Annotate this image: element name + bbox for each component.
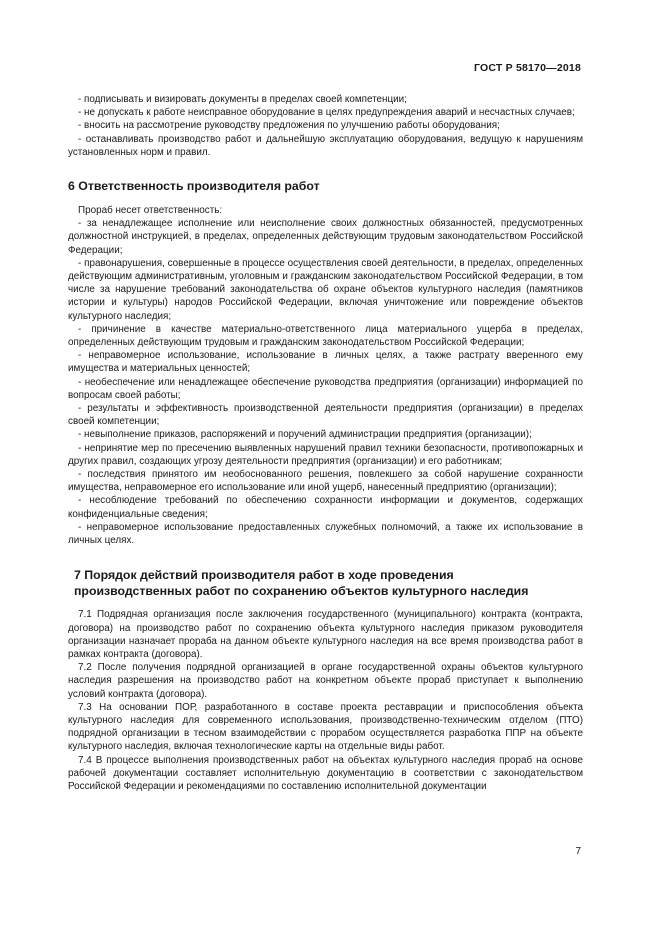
responsibility-item: - правонарушения, совершенные в процессе осуществления своей деятельности, в пределах, определенных действующим административным, уголовным и гражданским законодательством Российской Федерации, в том числе за нарушение требований законодательства об охране объектов культурного наследия (памятников истории и культуры) народов Российской Федерации, включая уничтожение или повреждение объектов культурного наследия; bbox=[68, 257, 583, 322]
section-6-body bbox=[68, 204, 583, 547]
responsibility-item: - неправомерное использование предоставленных служебных полномочий, а также их использование в личных целях. bbox=[68, 521, 583, 547]
responsibility-item: - несоблюдение требований по обеспечению сохранности информации и документов, содержащих конфиденциальные сведения; bbox=[68, 495, 583, 520]
section-6-lead: Прораб несет ответственность: bbox=[78, 205, 223, 217]
clause-7-2: 7.2 После получения подрядной организацией в органе государственной охраны объектов культурного наследия разрешения на производство работ на конкретном объекте прораб приступает к выполнению условий контракта (договора). bbox=[68, 662, 583, 700]
responsibility-item: - результаты и эффективность производственной деятельности предприятия (организации) в пределах своей компетенции; bbox=[68, 403, 583, 428]
section-7-heading-line-1: 7 Порядок действий производителя работ в ходе проведения bbox=[74, 568, 454, 583]
section-6-heading: 6 Ответственность производителя работ bbox=[68, 179, 320, 194]
intro-item: - подписывать и визировать документы в пределах своей компетенции; bbox=[78, 94, 407, 105]
clause-7-3: 7.3 На основании ПОР, разработанного в составе проекта реставрации и приспособления объекта культурного наследия для современного использования, производственно-техническим отделом (ПТО) подрядной организации в тесном взаимодействии с прорабом осуществляется разработка ППР на объекте культурного наследия, включая технологические карты на отдельные виды работ. bbox=[68, 701, 583, 753]
page-number: 7 bbox=[575, 846, 581, 857]
clause-7-4: 7.4 В процессе выполнения производственных работ на объектах культурного наследия прораб на основе рабочей документации составляет исполнительную документацию в соответствии с законодательством Российской Федерации и рекомендациями по составлению исполнительной документации bbox=[68, 754, 583, 792]
intro-item: - вносить на рассмотрение руководству предложения по улучшению работы оборудования; bbox=[78, 120, 500, 132]
page-content bbox=[68, 93, 583, 793]
responsibility-item: - последствия принятого им необоснованного решения, повлекшего за собой нарушение сохранности имущества, неправомерное его использование или иной ущерб, нанесенный предприятию (организации); bbox=[68, 469, 583, 494]
responsibility-item: - за ненадлежащее исполнение или неисполнение своих должностных обязанностей, предусмотренных должностной инструкцией, в пределах, определенных действующим трудовым законодательством Российской Федерации; bbox=[68, 218, 583, 256]
responsibility-item: - непринятие мер по пресечению выявленных нарушений правил техники безопасности, противопожарных и других правил, создающих угрозу деятельности предприятия (организации) и его работникам; bbox=[68, 442, 583, 467]
intro-list bbox=[68, 93, 583, 159]
responsibility-item: - невыполнение приказов, распоряжений и поручений администрации предприятия (организации); bbox=[78, 429, 532, 441]
responsibility-item: - причинение в качестве материально-ответственного лица материального ущерба в пределах, определенных действующим трудовым и гражданским законодательством Российской Федерации; bbox=[68, 323, 583, 349]
standard-header: ГОСТ Р 58170—2018 bbox=[473, 62, 581, 74]
responsibility-item: - неправомерное использование, использование в личных целях, а также растрату вверенного ему имущества и материальных ценностей; bbox=[68, 350, 583, 375]
responsibility-item: - необеспечение или ненадлежащее обеспечение руководства предприятия (организации) информацией по вопросам своей работы; bbox=[68, 376, 583, 401]
section-7-heading-line-2: производственных работ по сохранению объектов культурного наследия bbox=[74, 584, 529, 599]
section-7-heading bbox=[68, 567, 583, 599]
intro-item: - не допускать к работе неисправное оборудование в целях предупреждения аварий и несчастных случаев; bbox=[78, 107, 575, 119]
clause-7-1: 7.1 Подрядная организация после заключения государственного (муниципального) контракта (контракта, договора) на производство работ по сохранению объекта культурного наследия приказом руководителя организации назначает прораба на данном объекте культурного наследия на все время производства работ в рамках контракта (договора). bbox=[68, 609, 583, 660]
section-7-body bbox=[68, 608, 583, 793]
intro-item: - останавливать производство работ и дальнейшую эксплуатацию оборудования, ведущую к нарушениям установленных норм и правил. bbox=[68, 133, 583, 158]
